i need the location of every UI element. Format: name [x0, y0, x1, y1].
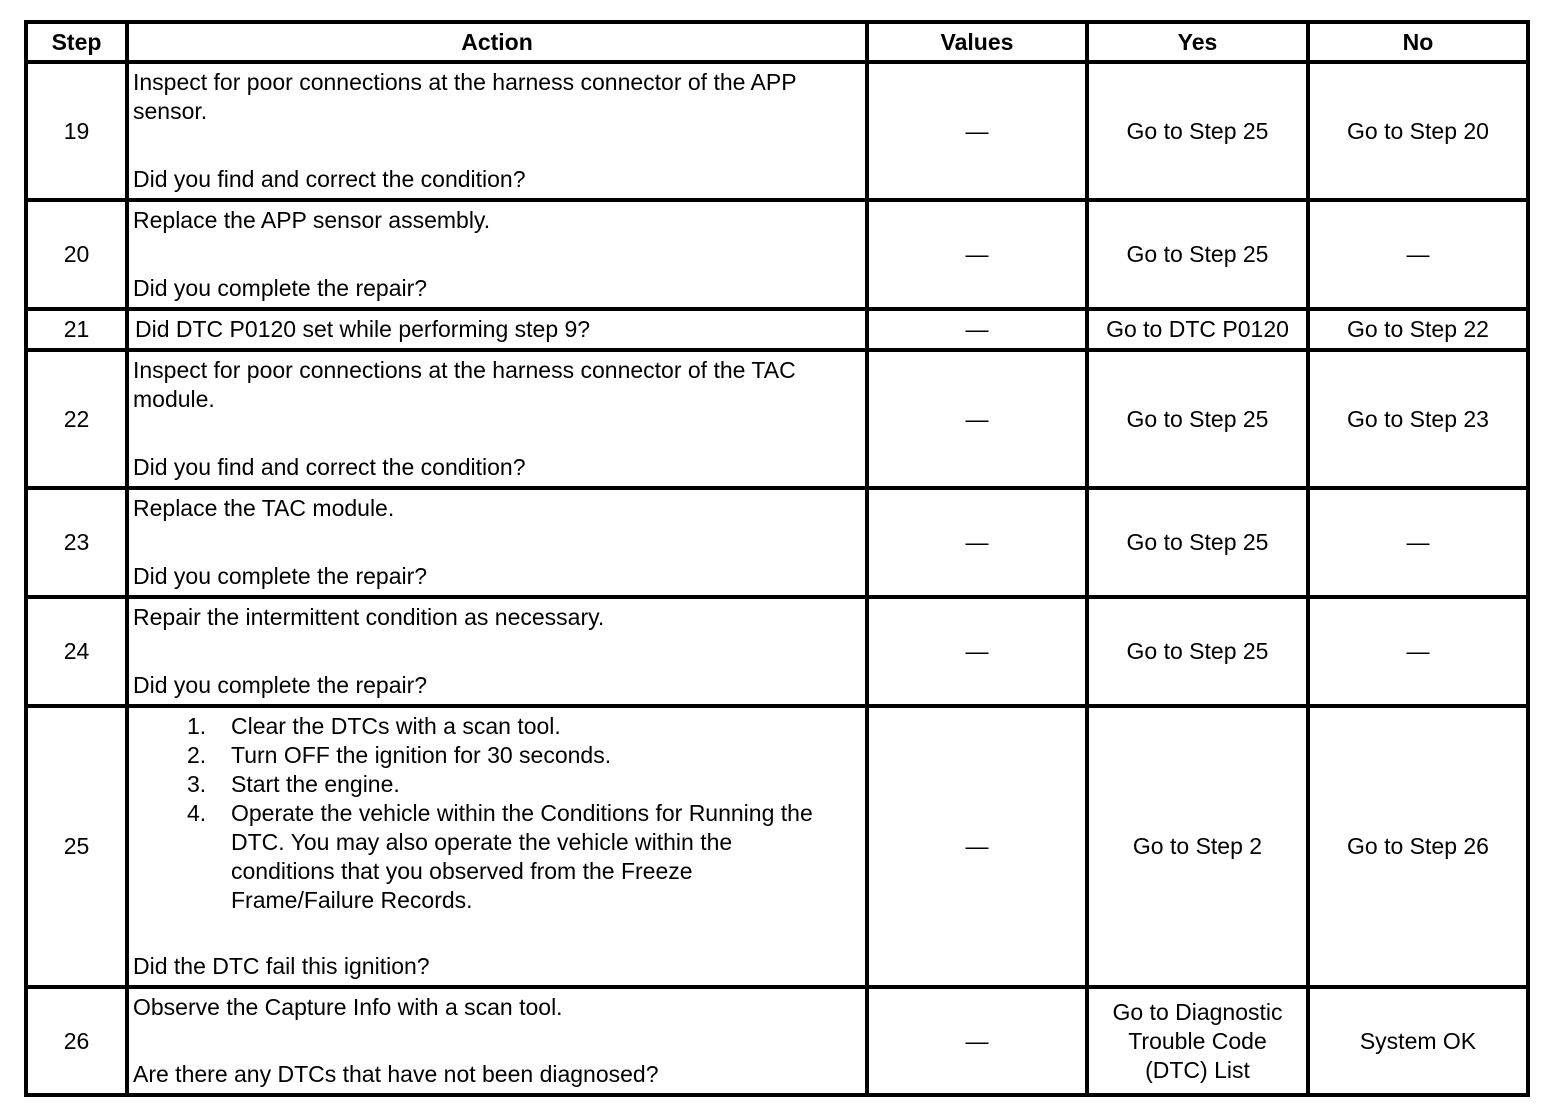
action-text: Replace the TAC module. [133, 495, 395, 521]
header-yes: Yes [1087, 22, 1308, 62]
action-text: Replace the APP sensor assembly. [133, 207, 491, 233]
no-cell: — [1308, 597, 1528, 706]
list-item [133, 712, 861, 741]
values-cell: — [867, 706, 1087, 987]
action-question: Did you complete the repair? [133, 563, 428, 589]
action-step-list [133, 712, 861, 915]
action-cell [127, 200, 867, 309]
values-cell: — [867, 309, 1087, 350]
table-row [26, 987, 1528, 1095]
yes-cell: Go to DTC P0120 [1087, 309, 1308, 350]
step-number: 26 [26, 987, 127, 1095]
list-item [133, 741, 861, 770]
action-text: Inspect for poor connections at the harness connector of the APP sensor. [133, 69, 797, 124]
action-text: Repair the intermittent condition as necessary. [133, 604, 605, 630]
no-cell: — [1308, 200, 1528, 309]
action-text: Observe the Capture Info with a scan tool. [133, 994, 563, 1020]
yes-cell: Go to Step 25 [1087, 62, 1308, 200]
action-cell [127, 987, 867, 1095]
no-cell: — [1308, 488, 1528, 597]
action-cell [127, 597, 867, 706]
action-question: Did you find and correct the condition? [133, 166, 526, 192]
list-item-number: 4. [187, 800, 207, 826]
yes-cell: Go to Diagnostic Trouble Code (DTC) List [1087, 987, 1308, 1095]
table-row [26, 706, 1528, 987]
list-item-number: 2. [187, 742, 207, 768]
no-cell: Go to Step 23 [1308, 350, 1528, 488]
values-cell: — [867, 987, 1087, 1095]
action-cell [127, 350, 867, 488]
action-question: Did you complete the repair? [133, 275, 428, 301]
no-cell: System OK [1308, 987, 1528, 1095]
values-cell: — [867, 488, 1087, 597]
no-cell: Go to Step 22 [1308, 309, 1528, 350]
diagnostic-table [24, 20, 1530, 1097]
step-number: 24 [26, 597, 127, 706]
header-action: Action [127, 22, 867, 62]
header-step: Step [26, 22, 127, 62]
step-number: 25 [26, 706, 127, 987]
values-cell: — [867, 200, 1087, 309]
table-row [26, 597, 1528, 706]
yes-cell: Go to Step 25 [1087, 488, 1308, 597]
action-question: Did you complete the repair? [133, 672, 428, 698]
step-number: 19 [26, 62, 127, 200]
header-row [26, 22, 1528, 62]
step-number: 21 [26, 309, 127, 350]
action-cell [127, 488, 867, 597]
table-row [26, 309, 1528, 350]
action-cell [127, 62, 867, 200]
table-row [26, 200, 1528, 309]
header-values: Values [867, 22, 1087, 62]
action-cell [127, 706, 867, 987]
table-row [26, 62, 1528, 200]
action-text: Did DTC P0120 set while performing step 9? [127, 309, 867, 350]
list-item-text: Clear the DTCs with a scan tool. [231, 713, 561, 739]
list-item-number: 3. [187, 771, 207, 797]
list-item-text: Start the engine. [231, 771, 400, 797]
action-text: Inspect for poor connections at the harness connector of the TAC module. [133, 357, 796, 412]
yes-cell: Go to Step 2 [1087, 706, 1308, 987]
step-number: 23 [26, 488, 127, 597]
no-cell: Go to Step 26 [1308, 706, 1528, 987]
step-number: 22 [26, 350, 127, 488]
yes-cell: Go to Step 25 [1087, 350, 1308, 488]
list-item-text: Operate the vehicle within the Conditions for Running the DTC. You may also operate the vehicle within the conditions that you observed from the Freeze Frame/Failure Records. [231, 800, 813, 913]
values-cell: — [867, 62, 1087, 200]
table-row [26, 488, 1528, 597]
no-cell: Go to Step 20 [1308, 62, 1528, 200]
action-question: Did you find and correct the condition? [133, 454, 526, 480]
yes-cell: Go to Step 25 [1087, 597, 1308, 706]
values-cell: — [867, 350, 1087, 488]
action-question: Did the DTC fail this ignition? [133, 953, 430, 979]
list-item-number: 1. [187, 713, 207, 739]
values-cell: — [867, 597, 1087, 706]
table-row [26, 350, 1528, 488]
action-question: Are there any DTCs that have not been diagnosed? [133, 1061, 659, 1087]
step-number: 20 [26, 200, 127, 309]
list-item-text: Turn OFF the ignition for 30 seconds. [231, 742, 612, 768]
header-no: No [1308, 22, 1528, 62]
list-item [133, 770, 861, 799]
list-item [133, 799, 861, 915]
yes-cell: Go to Step 25 [1087, 200, 1308, 309]
